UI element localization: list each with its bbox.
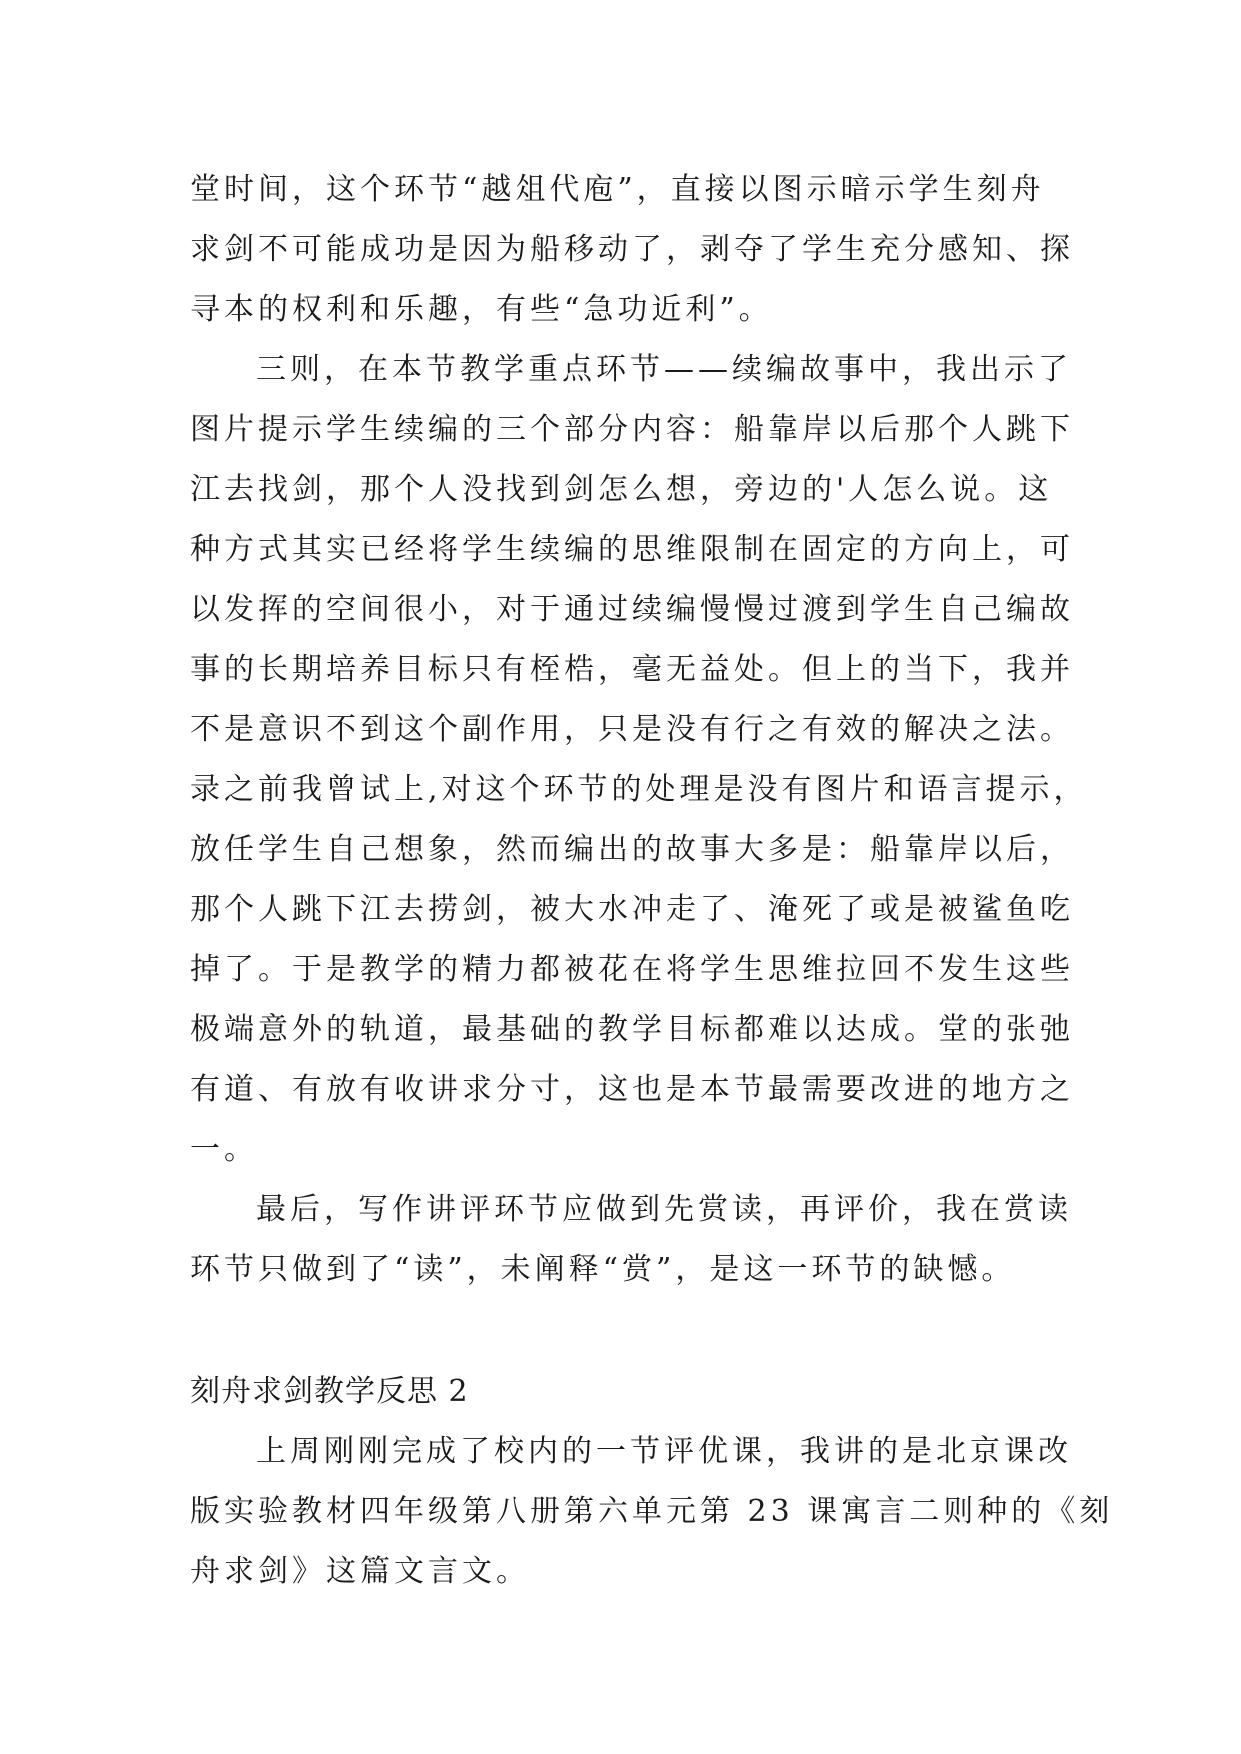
paragraph-4-line-3: 舟求剑》这篇文言文。	[190, 1554, 530, 1589]
paragraph-2-line-11: 掉了。于是教学的精力都被花在将学生思维拉回不发生这些	[190, 952, 1074, 987]
paragraph-2-line-10: 那个人跳下江去捞剑，被大水冲走了、淹死了或是被鲨鱼吃	[190, 892, 1074, 927]
paragraph-2-line-9: 放任学生自己想象，然而编出的故事大多是：船靠岸以后，	[190, 832, 1074, 867]
paragraph-2-line-5: 以发挥的空间很小，对于通过续编慢慢过渡到学生自己编故	[190, 592, 1074, 627]
paragraph-2-line-6: 事的长期培养目标只有桎梏，毫无益处。但上的当下，我并	[190, 652, 1074, 687]
paragraph-2-line-3: 江去找剑，那个人没找到剑怎么想，旁边的'人怎么说。这	[190, 472, 1053, 507]
paragraph-1-line-1: 堂时间，这个环节“越俎代庖”，直接以图示暗示学生刻舟	[190, 172, 1045, 207]
paragraph-2-line-4: 种方式其实已经将学生续编的思维限制在固定的方向上，可	[190, 532, 1074, 567]
paragraph-4	[190, 1422, 1114, 1602]
paragraph-2-line-8: 录之前我曾试上,对这个环节的处理是没有图片和语言提示，	[190, 772, 1088, 807]
paragraph-1	[190, 160, 1074, 340]
paragraph-1-line-2: 求剑不可能成功是因为船移动了，剥夺了学生充分感知、探	[190, 232, 1074, 267]
paragraph-2-line-12: 极端意外的轨道，最基础的教学目标都难以达成。堂的张弛	[190, 1012, 1074, 1047]
paragraph-3-line-2: 环节只做到了“读”，未阐释“赏”，是这一环节的缺憾。	[190, 1252, 1016, 1287]
paragraph-4-line-2: 版实验教材四年级第八册第六单元第 23 课寓言二则种的《刻	[190, 1494, 1114, 1529]
paragraph-1-line-3: 寻本的权利和乐趣，有些“急功近利”。	[190, 292, 773, 327]
document-body	[190, 160, 1114, 1602]
section-gap	[190, 1300, 1060, 1362]
paragraph-2-line-2: 图片提示学生续编的三个部分内容：船靠岸以后那个人跳下	[190, 412, 1074, 447]
paragraph-2-line-7: 不是意识不到这个副作用，只是没有行之有效的解决之法。	[190, 712, 1074, 747]
paragraph-3-line-1: 最后，写作讲评环节应做到先赏读，再评价，我在赏读	[256, 1192, 1072, 1227]
paragraph-4-line-1: 上周刚刚完成了校内的一节评优课，我讲的是北京课改	[256, 1434, 1072, 1469]
paragraph-2-line-14: 一。	[190, 1132, 258, 1167]
paragraph-2-line-13: 有道、有放有收讲求分寸，这也是本节最需要改进的地方之	[190, 1072, 1074, 1107]
section-heading: 刻舟求剑教学反思 2	[190, 1374, 469, 1409]
paragraph-2	[190, 340, 1088, 1180]
paragraph-3	[190, 1180, 1072, 1300]
paragraph-2-line-1: 三则，在本节教学重点环节——续编故事中，我出示了	[256, 352, 1072, 387]
